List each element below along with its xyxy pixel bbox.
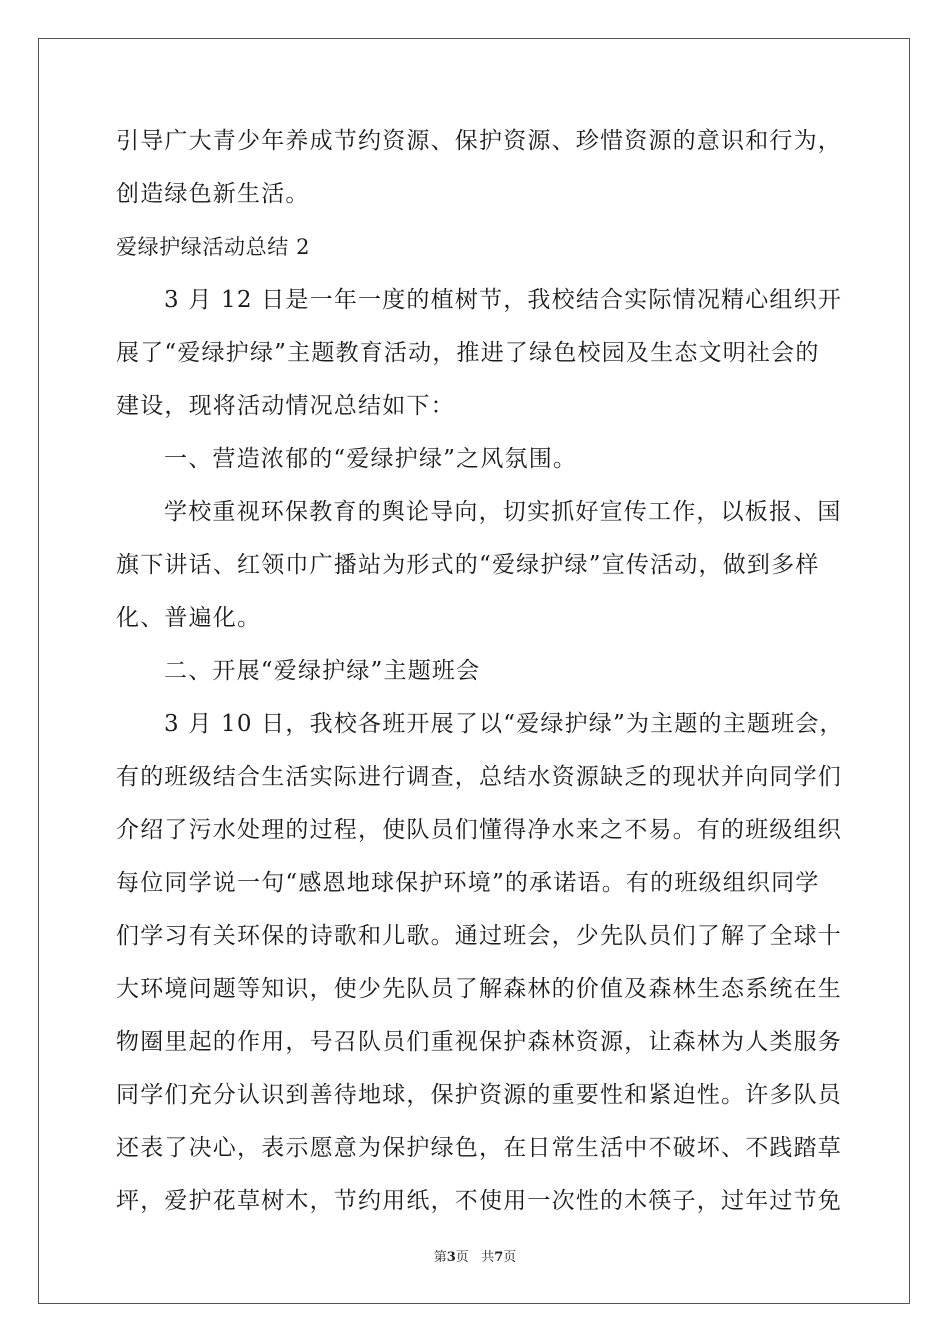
text-line: 旗下讲话、红领巾广播站为形式的“爱绿护绿”宣传活动，做到多样 <box>116 552 820 578</box>
text-line: 同学们充分认识到善待地球，保护资源的重要性和紧迫性。许多队员 <box>116 1082 842 1108</box>
text-line: 引导广大青少年养成节约资源、保护资源、珍惜资源的意识和行为， <box>116 128 842 154</box>
text-line: 创造绿色新生活。 <box>116 181 310 207</box>
total-suffix: 页 <box>503 1250 517 1265</box>
text-line: 大环境问题等知识，使少先队员了解森林的价值及森林生态系统在生 <box>116 976 842 1002</box>
section-title: 爱绿护绿活动总结 2 <box>116 235 311 259</box>
text-line: 坪，爱护花草树木，节约用纸，不使用一次性的木筷子，过年过节免 <box>116 1188 842 1214</box>
text-line: 3 月 12 日是一年一度的植树节，我校结合实际情况精心组织开 <box>164 287 843 313</box>
text-line: 们学习有关环保的诗歌和儿歌。通过班会，少先队员们了解了全球十 <box>116 923 842 949</box>
total-prefix: 共 <box>481 1250 495 1265</box>
text-line: 每位同学说一句“感恩地球保护环境”的承诺语。有的班级组织同学 <box>116 870 820 896</box>
text-line: 化、普遍化。 <box>116 605 262 631</box>
subheading-1: 一、营造浓郁的“爱绿护绿”之风氛围。 <box>164 446 578 472</box>
text-line: 物圈里起的作用，号召队员们重视保护森林资源，让森林为人类服务 <box>116 1029 842 1055</box>
text-line: 还表了决心，表示愿意为保护绿色，在日常生活中不破坏、不践踏草 <box>116 1135 842 1161</box>
text-line: 介绍了污水处理的过程，使队员们懂得净水来之不易。有的班级组织 <box>116 817 842 843</box>
page-footer <box>0 1246 950 1265</box>
page-current: 3 <box>446 1250 456 1265</box>
total-pages: 7 <box>494 1250 504 1265</box>
text-line: 3 月 10 日，我校各班开展了以“爱绿护绿”为主题的主题班会， <box>164 711 844 737</box>
subheading-2: 二、开展“爱绿护绿”主题班会 <box>164 658 481 684</box>
page-suffix: 页 <box>455 1250 469 1265</box>
page-prefix: 第 <box>433 1250 447 1265</box>
text-line: 学校重视环保教育的舆论导向，切实抓好宣传工作，以板报、国 <box>164 499 842 525</box>
text-line: 有的班级结合生活实际进行调查，总结水资源缺乏的现状并向同学们 <box>116 764 842 790</box>
text-line: 建设，现将活动情况总结如下： <box>116 393 455 419</box>
text-line: 展了“爱绿护绿”主题教育活动，推进了绿色校园及生态文明社会的 <box>116 340 820 366</box>
